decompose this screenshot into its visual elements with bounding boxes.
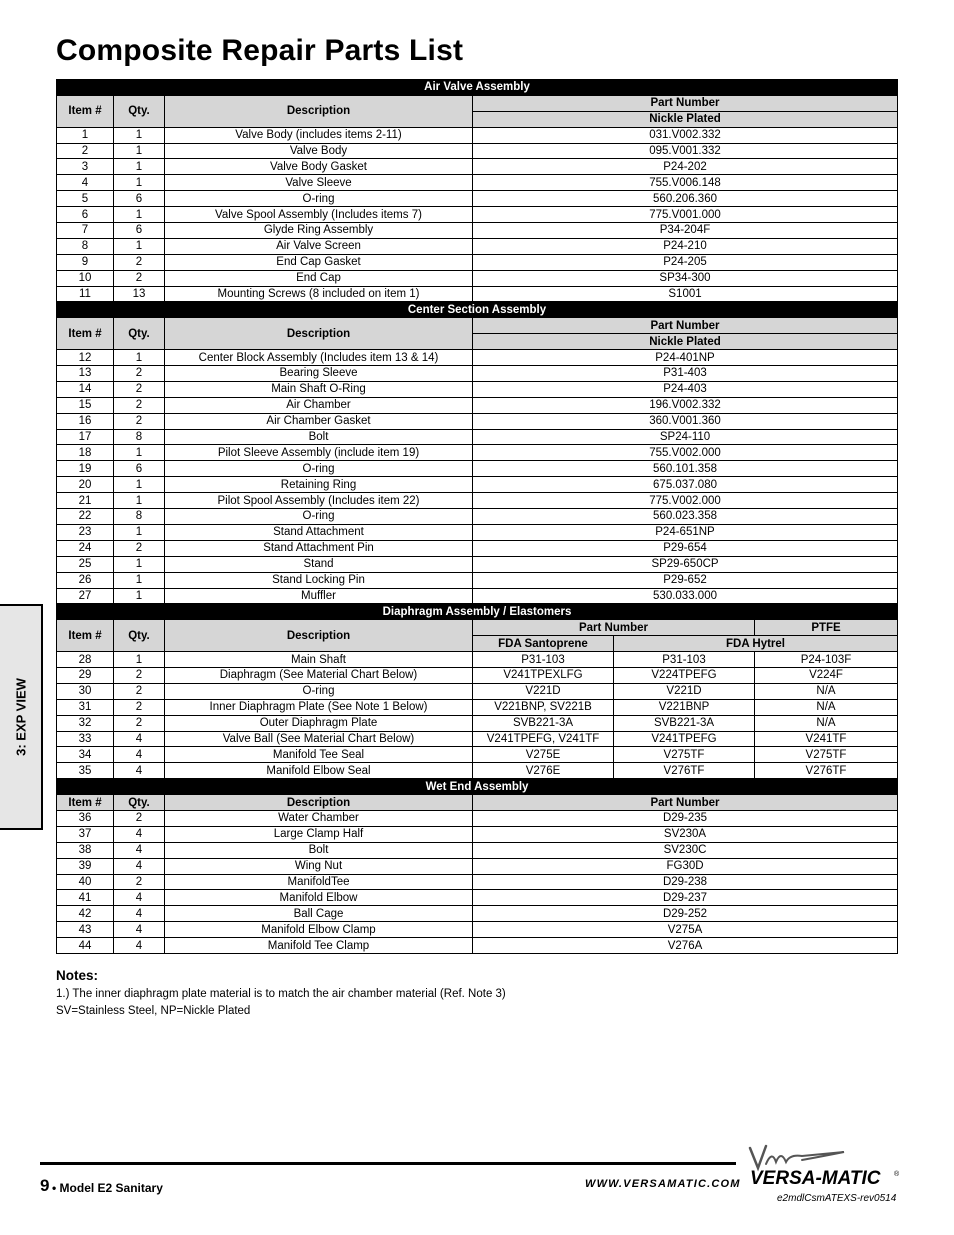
fda-santoprene-cell: SVB221-3A [473,715,614,731]
qty-cell: 1 [114,445,165,461]
part-number-cell: 675.037.080 [473,477,898,493]
col-header-item: Item # [57,318,114,350]
part-number-cell: 095.V001.332 [473,143,898,159]
table-row [57,667,898,683]
item-number-cell: 39 [57,858,114,874]
col-header-description: Description [165,95,473,127]
table-row [57,207,898,223]
qty-cell: 1 [114,159,165,175]
item-number-cell: 25 [57,556,114,572]
ptfe-cell: N/A [755,699,898,715]
table-row [57,763,898,779]
item-number-cell: 5 [57,191,114,207]
item-number-cell: 37 [57,826,114,842]
description-cell: Stand Locking Pin [165,572,473,588]
part-number-cell: P24-205 [473,254,898,270]
item-number-cell: 13 [57,366,114,382]
table-row [57,588,898,604]
description-cell: Valve Spool Assembly (Includes items 7) [165,207,473,223]
part-number-cell: 775.V001.000 [473,207,898,223]
qty-cell: 2 [114,699,165,715]
table-row [57,652,898,668]
item-number-cell: 22 [57,509,114,525]
description-cell: Stand [165,556,473,572]
ptfe-cell: N/A [755,715,898,731]
table-row [57,159,898,175]
ptfe-cell: V276TF [755,763,898,779]
table-row [57,366,898,382]
col-header-description: Description [165,620,473,652]
part-number-cell: P31-403 [473,366,898,382]
qty-cell: 1 [114,588,165,604]
description-cell: Valve Ball (See Material Chart Below) [165,731,473,747]
description-cell: O-ring [165,461,473,477]
col-header-part-number: Part Number [473,795,898,811]
table-row [57,509,898,525]
part-number-cell: SP24-110 [473,429,898,445]
fda-hytrel-cell: V224TPEFG [614,667,755,683]
qty-cell: 1 [114,350,165,366]
col-header-part-number: Part Number [473,95,898,111]
col-header-fda-santoprene: FDA Santoprene [473,636,614,652]
note-1: 1.) The inner diaphragm plate material is to match the air chamber material (Ref. Note 3) [56,988,506,1000]
item-number-cell: 11 [57,286,114,302]
table-row [57,286,898,302]
qty-cell: 4 [114,922,165,938]
description-cell: Air Chamber Gasket [165,413,473,429]
description-cell: Bolt [165,429,473,445]
item-number-cell: 36 [57,810,114,826]
part-number-cell: 755.V002.000 [473,445,898,461]
table-row [57,683,898,699]
table-row [57,270,898,286]
fda-santoprene-cell: P31-103 [473,652,614,668]
part-number-cell: 360.V001.360 [473,413,898,429]
qty-cell: 2 [114,683,165,699]
qty-cell: 1 [114,477,165,493]
table-row [57,699,898,715]
part-number-cell: D29-252 [473,906,898,922]
item-number-cell: 9 [57,254,114,270]
fda-hytrel-cell: V275TF [614,747,755,763]
item-number-cell: 7 [57,223,114,239]
item-number-cell: 15 [57,397,114,413]
part-number-cell: P29-652 [473,572,898,588]
description-cell: Bearing Sleeve [165,366,473,382]
side-tab-label: 3: EXP VIEW [13,678,28,756]
item-number-cell: 4 [57,175,114,191]
qty-cell: 1 [114,143,165,159]
description-cell: Main Shaft [165,652,473,668]
table-row [57,429,898,445]
description-cell: Main Shaft O-Ring [165,381,473,397]
section-header-air-valve [57,80,898,96]
item-number-cell: 24 [57,540,114,556]
table-header-row [57,318,898,334]
table-header-row [57,795,898,811]
fda-hytrel-cell: SVB221-3A [614,715,755,731]
description-cell: Manifold Elbow Clamp [165,922,473,938]
qty-cell: 4 [114,938,165,954]
qty-cell: 2 [114,874,165,890]
table-row [57,572,898,588]
description-cell: Pilot Spool Assembly (Includes item 22) [165,493,473,509]
qty-cell: 2 [114,254,165,270]
part-number-cell: V275A [473,922,898,938]
col-header-nickle-plated: Nickle Plated [473,111,898,127]
part-number-cell: P24-202 [473,159,898,175]
part-number-cell: P24-210 [473,238,898,254]
item-number-cell: 12 [57,350,114,366]
table-row [57,413,898,429]
description-cell: Large Clamp Half [165,826,473,842]
part-number-cell: 755.V006.148 [473,175,898,191]
item-number-cell: 19 [57,461,114,477]
description-cell: End Cap [165,270,473,286]
item-number-cell: 21 [57,493,114,509]
parts-table [56,79,898,954]
section-header-wet-end [57,779,898,795]
table-row [57,143,898,159]
center-section-rows [57,350,898,604]
item-number-cell: 44 [57,938,114,954]
footer-divider [40,1162,736,1165]
item-number-cell: 26 [57,572,114,588]
qty-cell: 2 [114,540,165,556]
section-header-center [57,302,898,318]
qty-cell: 6 [114,223,165,239]
item-number-cell: 40 [57,874,114,890]
table-row [57,747,898,763]
item-number-cell: 38 [57,842,114,858]
description-cell: Valve Sleeve [165,175,473,191]
qty-cell: 1 [114,127,165,143]
note-2: SV=Stainless Steel, NP=Nickle Plated [56,1005,251,1017]
fda-santoprene-cell: V221BNP, SV221B [473,699,614,715]
qty-cell: 13 [114,286,165,302]
description-cell: Center Block Assembly (Includes item 13 & 14) [165,350,473,366]
table-row [57,238,898,254]
qty-cell: 2 [114,381,165,397]
part-number-cell: SV230C [473,842,898,858]
item-number-cell: 10 [57,270,114,286]
description-cell: O-ring [165,191,473,207]
air-valve-rows [57,127,898,302]
page-model-label: • Model E2 Sanitary [52,1181,163,1195]
registered-mark-icon: ® [894,1171,900,1178]
part-number-cell: SP29-650CP [473,556,898,572]
table-row [57,731,898,747]
item-number-cell: 33 [57,731,114,747]
table-row [57,254,898,270]
qty-cell: 8 [114,429,165,445]
table-row [57,715,898,731]
qty-cell: 1 [114,493,165,509]
description-cell: Valve Body (includes items 2-11) [165,127,473,143]
qty-cell: 6 [114,461,165,477]
part-number-cell: 196.V002.332 [473,397,898,413]
logo-swoosh-v [750,1146,766,1168]
table-row [57,842,898,858]
description-cell: Valve Body [165,143,473,159]
section-header-diaphragm [57,604,898,620]
description-cell: Valve Body Gasket [165,159,473,175]
ptfe-cell: V275TF [755,747,898,763]
table-row [57,493,898,509]
qty-cell: 4 [114,826,165,842]
col-header-nickle-plated: Nickle Plated [473,334,898,350]
table-row [57,858,898,874]
description-cell: Manifold Tee Clamp [165,938,473,954]
fda-hytrel-cell: V276TF [614,763,755,779]
part-number-cell: P24-403 [473,381,898,397]
section-title: Wet End Assembly [57,779,898,795]
qty-cell: 4 [114,906,165,922]
item-number-cell: 35 [57,763,114,779]
qty-cell: 8 [114,509,165,525]
col-header-part-number: Part Number [473,620,755,636]
item-number-cell: 34 [57,747,114,763]
item-number-cell: 1 [57,127,114,143]
qty-cell: 2 [114,715,165,731]
description-cell: O-ring [165,509,473,525]
section-title: Center Section Assembly [57,302,898,318]
qty-cell: 1 [114,652,165,668]
part-number-cell: SP34-300 [473,270,898,286]
description-cell: Mounting Screws (8 included on item 1) [165,286,473,302]
item-number-cell: 20 [57,477,114,493]
qty-cell: 1 [114,175,165,191]
description-cell: Manifold Elbow Seal [165,763,473,779]
item-number-cell: 27 [57,588,114,604]
qty-cell: 2 [114,413,165,429]
part-number-cell: P24-651NP [473,524,898,540]
item-number-cell: 31 [57,699,114,715]
col-header-description: Description [165,795,473,811]
table-row [57,810,898,826]
qty-cell: 1 [114,238,165,254]
col-header-description: Description [165,318,473,350]
item-number-cell: 41 [57,890,114,906]
part-number-cell: P24-401NP [473,350,898,366]
qty-cell: 2 [114,667,165,683]
logo-wordmark: VERSA-MATIC [750,1168,881,1189]
versa-matic-logo [744,1142,904,1190]
col-header-part-number: Part Number [473,318,898,334]
table-row [57,938,898,954]
wet-end-rows [57,810,898,953]
description-cell: End Cap Gasket [165,254,473,270]
qty-cell: 2 [114,366,165,382]
qty-cell: 2 [114,810,165,826]
table-row [57,191,898,207]
description-cell: Bolt [165,842,473,858]
item-number-cell: 28 [57,652,114,668]
item-number-cell: 29 [57,667,114,683]
description-cell: Muffler [165,588,473,604]
fda-santoprene-cell: V275E [473,747,614,763]
qty-cell: 4 [114,842,165,858]
col-header-ptfe: PTFE [755,620,898,636]
part-number-cell: 031.V002.332 [473,127,898,143]
col-header-qty: Qty. [114,795,165,811]
qty-cell: 4 [114,763,165,779]
item-number-cell: 16 [57,413,114,429]
logo-swoosh-m [766,1152,844,1164]
table-row [57,350,898,366]
website-link[interactable]: WWW.VERSAMATIC.COM [585,1178,741,1190]
table-row [57,556,898,572]
ptfe-cell: V224F [755,667,898,683]
qty-cell: 1 [114,524,165,540]
item-number-cell: 3 [57,159,114,175]
fda-santoprene-cell: V241TPEFG, V241TF [473,731,614,747]
qty-cell: 1 [114,207,165,223]
fda-santoprene-cell: V276E [473,763,614,779]
item-number-cell: 42 [57,906,114,922]
description-cell: Retaining Ring [165,477,473,493]
qty-cell: 2 [114,397,165,413]
qty-cell: 1 [114,556,165,572]
description-cell: Air Valve Screen [165,238,473,254]
col-header-item: Item # [57,795,114,811]
item-number-cell: 17 [57,429,114,445]
item-number-cell: 2 [57,143,114,159]
part-number-cell: P34-204F [473,223,898,239]
page-title: Composite Repair Parts List [56,34,464,67]
fda-hytrel-cell: P31-103 [614,652,755,668]
table-row [57,524,898,540]
section-title: Air Valve Assembly [57,80,898,96]
qty-cell: 6 [114,191,165,207]
col-header-qty: Qty. [114,620,165,652]
document-code: e2mdlCsmATEXS-rev0514 [777,1193,897,1204]
table-row [57,540,898,556]
part-number-cell: P29-654 [473,540,898,556]
part-number-cell: 775.V002.000 [473,493,898,509]
part-number-cell: D29-235 [473,810,898,826]
description-cell: Air Chamber [165,397,473,413]
part-number-cell: D29-237 [473,890,898,906]
table-header-row [57,95,898,111]
table-row [57,175,898,191]
part-number-cell: 560.101.358 [473,461,898,477]
description-cell: ManifoldTee [165,874,473,890]
item-number-cell: 18 [57,445,114,461]
fda-santoprene-cell: V241TPEXLFG [473,667,614,683]
ptfe-cell: N/A [755,683,898,699]
part-number-cell: 560.023.358 [473,509,898,525]
part-number-cell: V276A [473,938,898,954]
qty-cell: 4 [114,890,165,906]
col-header-fda-hytrel: FDA Hytrel [614,636,898,652]
fda-hytrel-cell: V241TPEFG [614,731,755,747]
table-row [57,874,898,890]
qty-cell: 4 [114,858,165,874]
col-header-qty: Qty. [114,95,165,127]
description-cell: Inner Diaphragm Plate (See Note 1 Below) [165,699,473,715]
part-number-cell: FG30D [473,858,898,874]
fda-santoprene-cell: V221D [473,683,614,699]
part-number-cell: S1001 [473,286,898,302]
description-cell: Glyde Ring Assembly [165,223,473,239]
qty-cell: 4 [114,731,165,747]
description-cell: Manifold Elbow [165,890,473,906]
notes-heading: Notes: [56,968,99,983]
table-row [57,397,898,413]
table-row [57,223,898,239]
col-header-item: Item # [57,95,114,127]
qty-cell: 4 [114,747,165,763]
col-header-qty: Qty. [114,318,165,350]
description-cell: Outer Diaphragm Plate [165,715,473,731]
part-number-cell: 560.206.360 [473,191,898,207]
table-header-row [57,620,898,636]
page-number: 9 [40,1176,50,1195]
description-cell: Pilot Sleeve Assembly (include item 19) [165,445,473,461]
part-number-cell: 530.033.000 [473,588,898,604]
item-number-cell: 32 [57,715,114,731]
item-number-cell: 14 [57,381,114,397]
description-cell: Stand Attachment [165,524,473,540]
table-row [57,890,898,906]
fda-hytrel-cell: V221D [614,683,755,699]
description-cell: Manifold Tee Seal [165,747,473,763]
table-row [57,477,898,493]
item-number-cell: 30 [57,683,114,699]
part-number-cell: SV230A [473,826,898,842]
description-cell: Wing Nut [165,858,473,874]
table-row [57,461,898,477]
description-cell: Diaphragm (See Material Chart Below) [165,667,473,683]
section-title: Diaphragm Assembly / Elastomers [57,604,898,620]
item-number-cell: 8 [57,238,114,254]
description-cell: Water Chamber [165,810,473,826]
description-cell: Stand Attachment Pin [165,540,473,556]
table-row [57,127,898,143]
diaphragm-rows [57,652,898,779]
ptfe-cell: V241TF [755,731,898,747]
fda-hytrel-cell: V221BNP [614,699,755,715]
table-row [57,445,898,461]
qty-cell: 1 [114,572,165,588]
col-header-item: Item # [57,620,114,652]
item-number-cell: 6 [57,207,114,223]
ptfe-cell: P24-103F [755,652,898,668]
item-number-cell: 23 [57,524,114,540]
part-number-cell: D29-238 [473,874,898,890]
table-row [57,906,898,922]
description-cell: O-ring [165,683,473,699]
description-cell: Ball Cage [165,906,473,922]
table-row [57,381,898,397]
table-row [57,826,898,842]
qty-cell: 2 [114,270,165,286]
table-row [57,922,898,938]
section-side-tab [0,604,43,830]
item-number-cell: 43 [57,922,114,938]
